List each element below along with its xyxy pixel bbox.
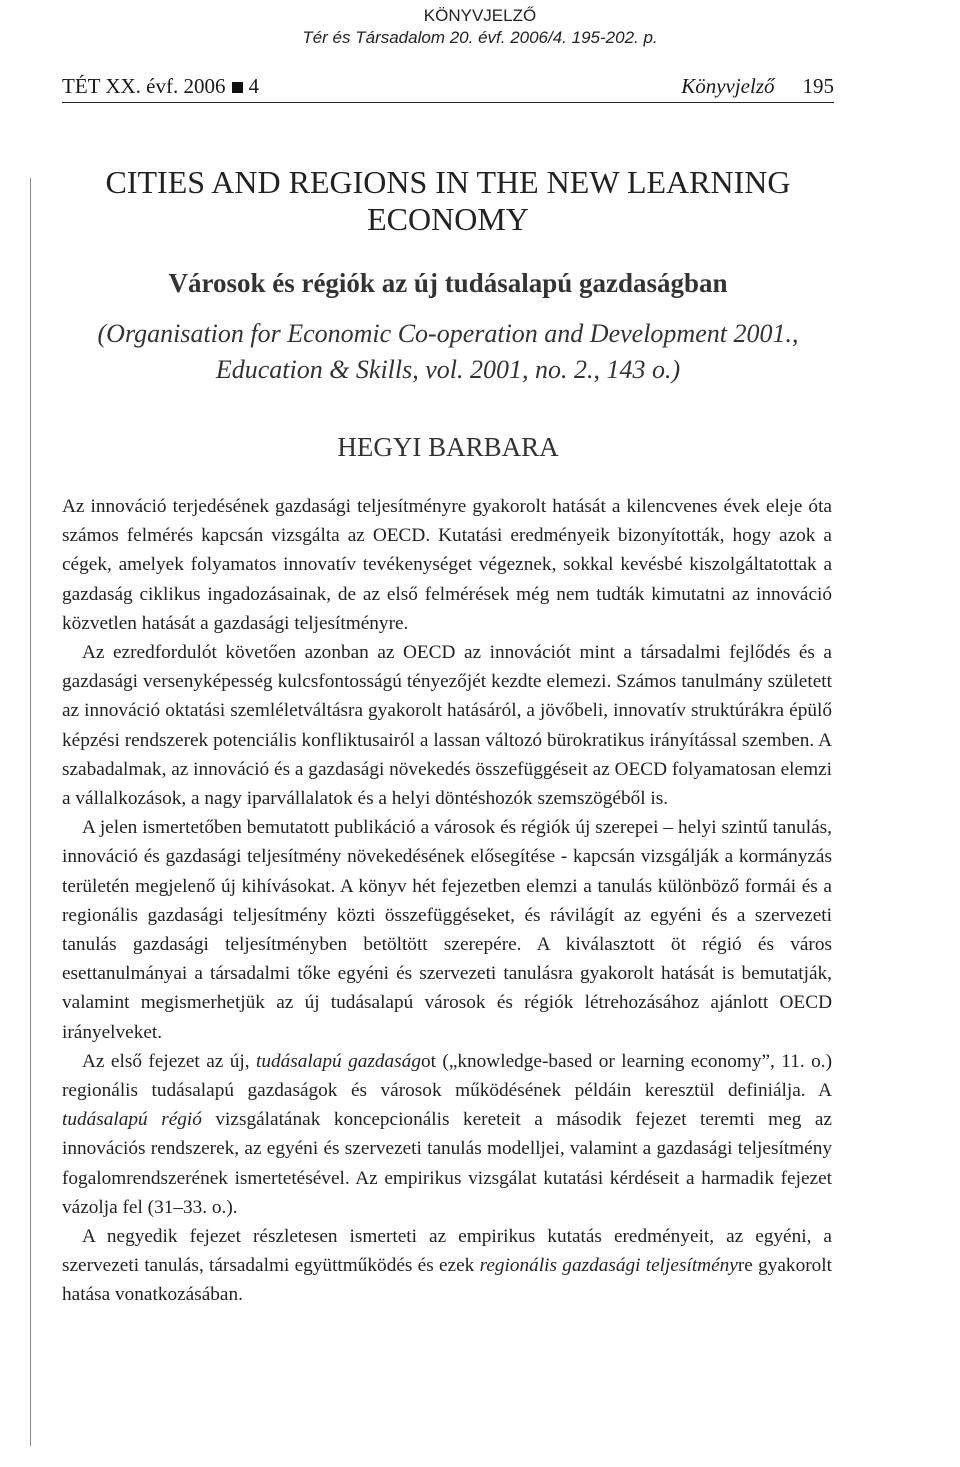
square-bullet-icon — [232, 82, 243, 93]
emphasis-term: tudásalapú régió — [62, 1109, 202, 1131]
paragraph-2: Az ezredfordulót követően azonban az OECD az innovációt mint a társadalmi fejlődés és a gazdasági versenyképesség kulcsfontosságú tényezőjét kezdte elemezi. Számos tanulmány született az innováció oktatási szemléletváltásra gyakorolt hatásáról, a jövőbeli, innovatív struktúrákra épülő képzési rendszerek potenciális konfliktusairól a lassan változó bürokratikus irányítással szemben. A szabadalmak, az innováció és a gazdasági növekedés összefüggéseit az OECD folyamatosan elemzi a vállalkozások, a nagy iparvállalatok és a helyi döntéshozók szemszögéből is. — [62, 642, 832, 810]
bibliographic-source: (Organisation for Economic Co-operation and Development 2001., Education & Skills, vol. 2001, no. 2., 143 o.) — [97, 319, 799, 384]
article-subtitle: Városok és régiók az új tudásalapú gazdaságban — [168, 268, 728, 298]
article-title: CITIES AND REGIONS IN THE NEW LEARNING ECONOMY — [105, 164, 791, 237]
emphasis-term: tudásalapú gazdaság — [255, 1050, 421, 1072]
margin-rule — [30, 178, 31, 1446]
journal-volume: TÉT XX. évf. 2006 — [62, 74, 226, 98]
text-run: re gyakorolt hatása vonatkozásában. — [62, 1255, 832, 1306]
issue-number: 4 — [248, 74, 259, 98]
document-header — [0, 5, 960, 49]
text-run: Az első fejezet az új, — [82, 1050, 256, 1072]
text-run: ot („knowledge-based or learning economy”, 11. o.) regionális tudásalapú gazdaságok és városok működésének példáin keresztül definiálja. A — [62, 1050, 832, 1102]
paragraph-4 — [62, 1047, 832, 1222]
running-head-section: Könyvjelző — [681, 74, 775, 98]
review-body — [62, 492, 832, 1310]
paragraph-3: A jelen ismertetőben bemutatott publikáció a városok és régiók új szerepei – helyi szintű tanulás, innováció és gazdasági teljesítmény növekedésének elősegítése - kapcsán vizsgálják a kormányzás területén megjelenő új kihívásokat. A könyv hét fejezetben elemzi a tanulás különböző formái és a regionális gazdasági teljesítmény közti összefüggéseket, és rávilágít az egyéni és a szervezeti tanulás gazdasági teljesítményben betöltött szerepére. A kiválasztott öt régió és város esettanulmányai a társadalmi tőke egyéni és szervezeti tanulásra gyakorolt hatását is bemutatják, valamint megismerhetjük az új tudásalapú városok és régiók létrehozásához ajánlott OECD irányelveket. — [62, 817, 832, 1043]
paragraph-1: Az innováció terjedésének gazdasági teljesítményre gyakorolt hatását a kilencvenes évek eleje óta számos felmérés kapcsán vizsgálta az OECD. Kutatási eredményeik bizonyították, hogy azok a cégek, amelyek folyamatos innovatív tevékenységet végeznek, sokkal kevésbé kiszolgáltatottak a gazdaság ciklikus ingadozásainak, de az első felmérések még nem tudták kimutatni az innováció közvetlen hatását a gazdasági teljesítményre. — [62, 496, 832, 634]
text-run: A negyedik fejezet részletesen ismerteti az empirikus kutatás eredményeit, az egyéni, a szervezeti tanulás, társadalmi együttműködés és ezek — [62, 1226, 832, 1277]
paragraph-5 — [62, 1222, 832, 1310]
emphasis-term: regionális gazdasági teljesítmény — [479, 1255, 738, 1277]
text-run: vizsgálatának koncepcionális kereteit a második fejezet teremti meg az innovációs rendszerek, az egyéni és szervezeti tanulás modelljei, valamint a gazdasági teljesítmény fogalomrendszerének ismertetésével. Az empirikus vizsgálat kutatási kérdéseit a harmadik fejezet vázolja fel (31–33. o.). — [62, 1109, 832, 1218]
running-head-right — [681, 74, 834, 99]
running-head-journal — [62, 74, 259, 99]
section-label: KÖNYVJELZŐ — [423, 6, 537, 25]
review-author: HEGYI BARBARA — [337, 432, 559, 462]
journal-citation: Tér és Társadalom 20. évf. 2006/4. 195-202. p. — [302, 28, 658, 47]
running-head — [62, 74, 834, 103]
page-number: 195 — [802, 74, 834, 98]
